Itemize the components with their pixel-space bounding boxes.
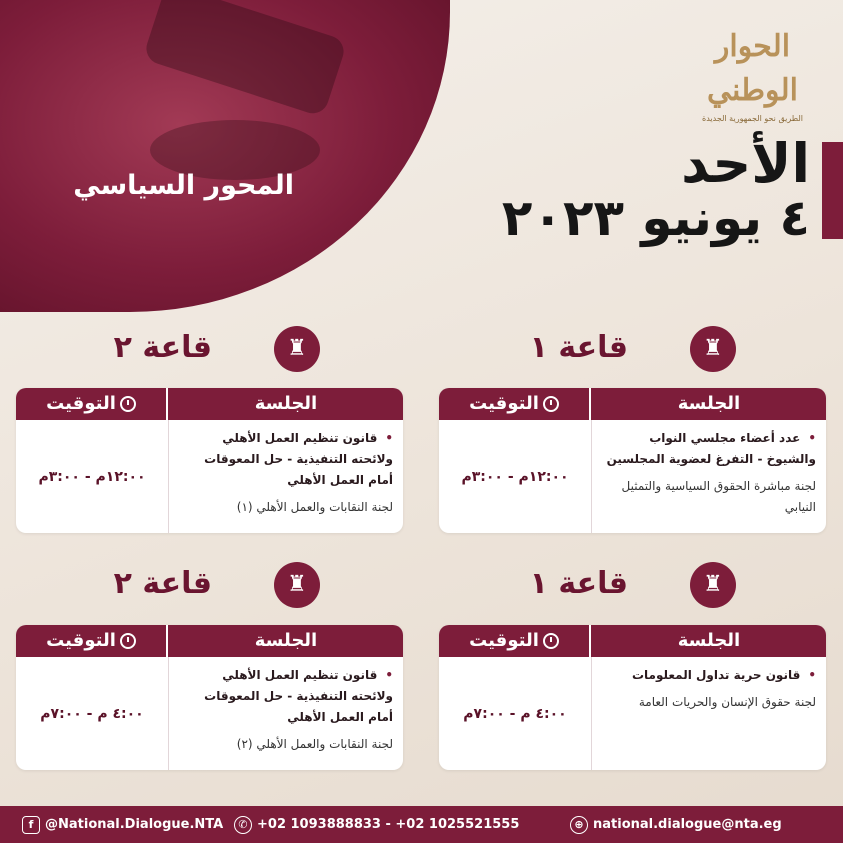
national-dialogue-logo [690, 25, 815, 123]
table-header [16, 625, 403, 657]
session-topic: • عدد أعضاء مجلسي النواب والشيوخ - التفرغ لعضوية المجلسين [600, 428, 816, 470]
session-committee: لجنة مباشرة الحقوق السياسية والتمثيل النيابي [621, 479, 816, 514]
conference-room-icon: ♜ [274, 326, 320, 372]
session-header: الجلسة [254, 393, 318, 414]
session-table [16, 388, 403, 533]
session-time: ٤:٠٠ م - ٧:٠٠م [463, 705, 567, 722]
time-header: التوقيت [16, 625, 168, 657]
session-time: ١٢:٠٠م - ٣:٠٠م [461, 468, 569, 485]
hall-title: قاعة ١ [529, 566, 628, 601]
globe-icon: ⊕ [570, 816, 588, 834]
whatsapp-icon: ✆ [234, 816, 252, 834]
clock-icon [543, 396, 559, 412]
hall-title: قاعة ٢ [113, 566, 212, 601]
session-time: ٤:٠٠ م - ٧:٠٠م [40, 705, 144, 722]
clock-icon [120, 396, 136, 412]
session-table [16, 625, 403, 770]
hall-title: قاعة ٢ [113, 330, 212, 365]
session-topic: • قانون تنظيم العمل الأهلي ولائحته التنفيذية - حل المعوقات أمام العمل الأهلي [177, 665, 393, 728]
logo-mark: الحوار الوطني [707, 29, 798, 108]
session-header: الجلسة [677, 630, 741, 651]
session-committee: لجنة النقابات والعمل الأهلي (١) [236, 500, 393, 514]
session-time: ١٢:٠٠م - ٣:٠٠م [38, 468, 146, 485]
date-accent-bar [822, 142, 843, 239]
column-divider [591, 420, 592, 533]
gavel-image [142, 0, 347, 117]
footer-bar [0, 806, 843, 843]
session-committee: لجنة حقوق الإنسان والحريات العامة [638, 695, 816, 709]
clock-icon [543, 633, 559, 649]
date-full: ٤ يونيو ٢٠٢٣ [501, 189, 810, 247]
session-cell [177, 665, 393, 755]
session-cell [600, 428, 816, 518]
session-table [439, 388, 826, 533]
column-divider [591, 657, 592, 770]
time-header: التوقيت [439, 388, 591, 420]
phone-numbers[interactable]: ✆ +02 1093888833 - +02 1025521555 [234, 806, 519, 843]
session-cell [600, 665, 816, 713]
clock-icon [120, 633, 136, 649]
conference-room-icon: ♜ [274, 562, 320, 608]
session-table [439, 625, 826, 770]
column-divider [168, 420, 169, 533]
date-day: الأحد [681, 132, 810, 195]
axis-title: المحور السياسي [73, 170, 294, 201]
hall-title: قاعة ١ [529, 330, 628, 365]
session-topic: • قانون حرية تداول المعلومات [600, 665, 816, 686]
session-topic: • قانون تنظيم العمل الأهلي ولائحته التنفيذية - حل المعوقات أمام العمل الأهلي [177, 428, 393, 491]
email-link[interactable]: ⊕ national.dialogue@nta.eg [570, 806, 782, 843]
time-header: التوقيت [439, 625, 591, 657]
session-header: الجلسة [254, 630, 318, 651]
time-header: التوقيت [16, 388, 168, 420]
table-header [439, 388, 826, 420]
conference-room-icon: ♜ [690, 562, 736, 608]
header-banner [0, 0, 450, 312]
logo-tagline: الطريق نحو الجمهورية الجديدة [702, 114, 803, 123]
session-cell [177, 428, 393, 518]
facebook-icon: f [22, 816, 40, 834]
table-header [16, 388, 403, 420]
table-header [439, 625, 826, 657]
session-header: الجلسة [677, 393, 741, 414]
conference-room-icon: ♜ [690, 326, 736, 372]
facebook-link[interactable]: f @National.Dialogue.NTA [22, 806, 223, 843]
session-committee: لجنة النقابات والعمل الأهلي (٢) [236, 737, 393, 751]
column-divider [168, 657, 169, 770]
